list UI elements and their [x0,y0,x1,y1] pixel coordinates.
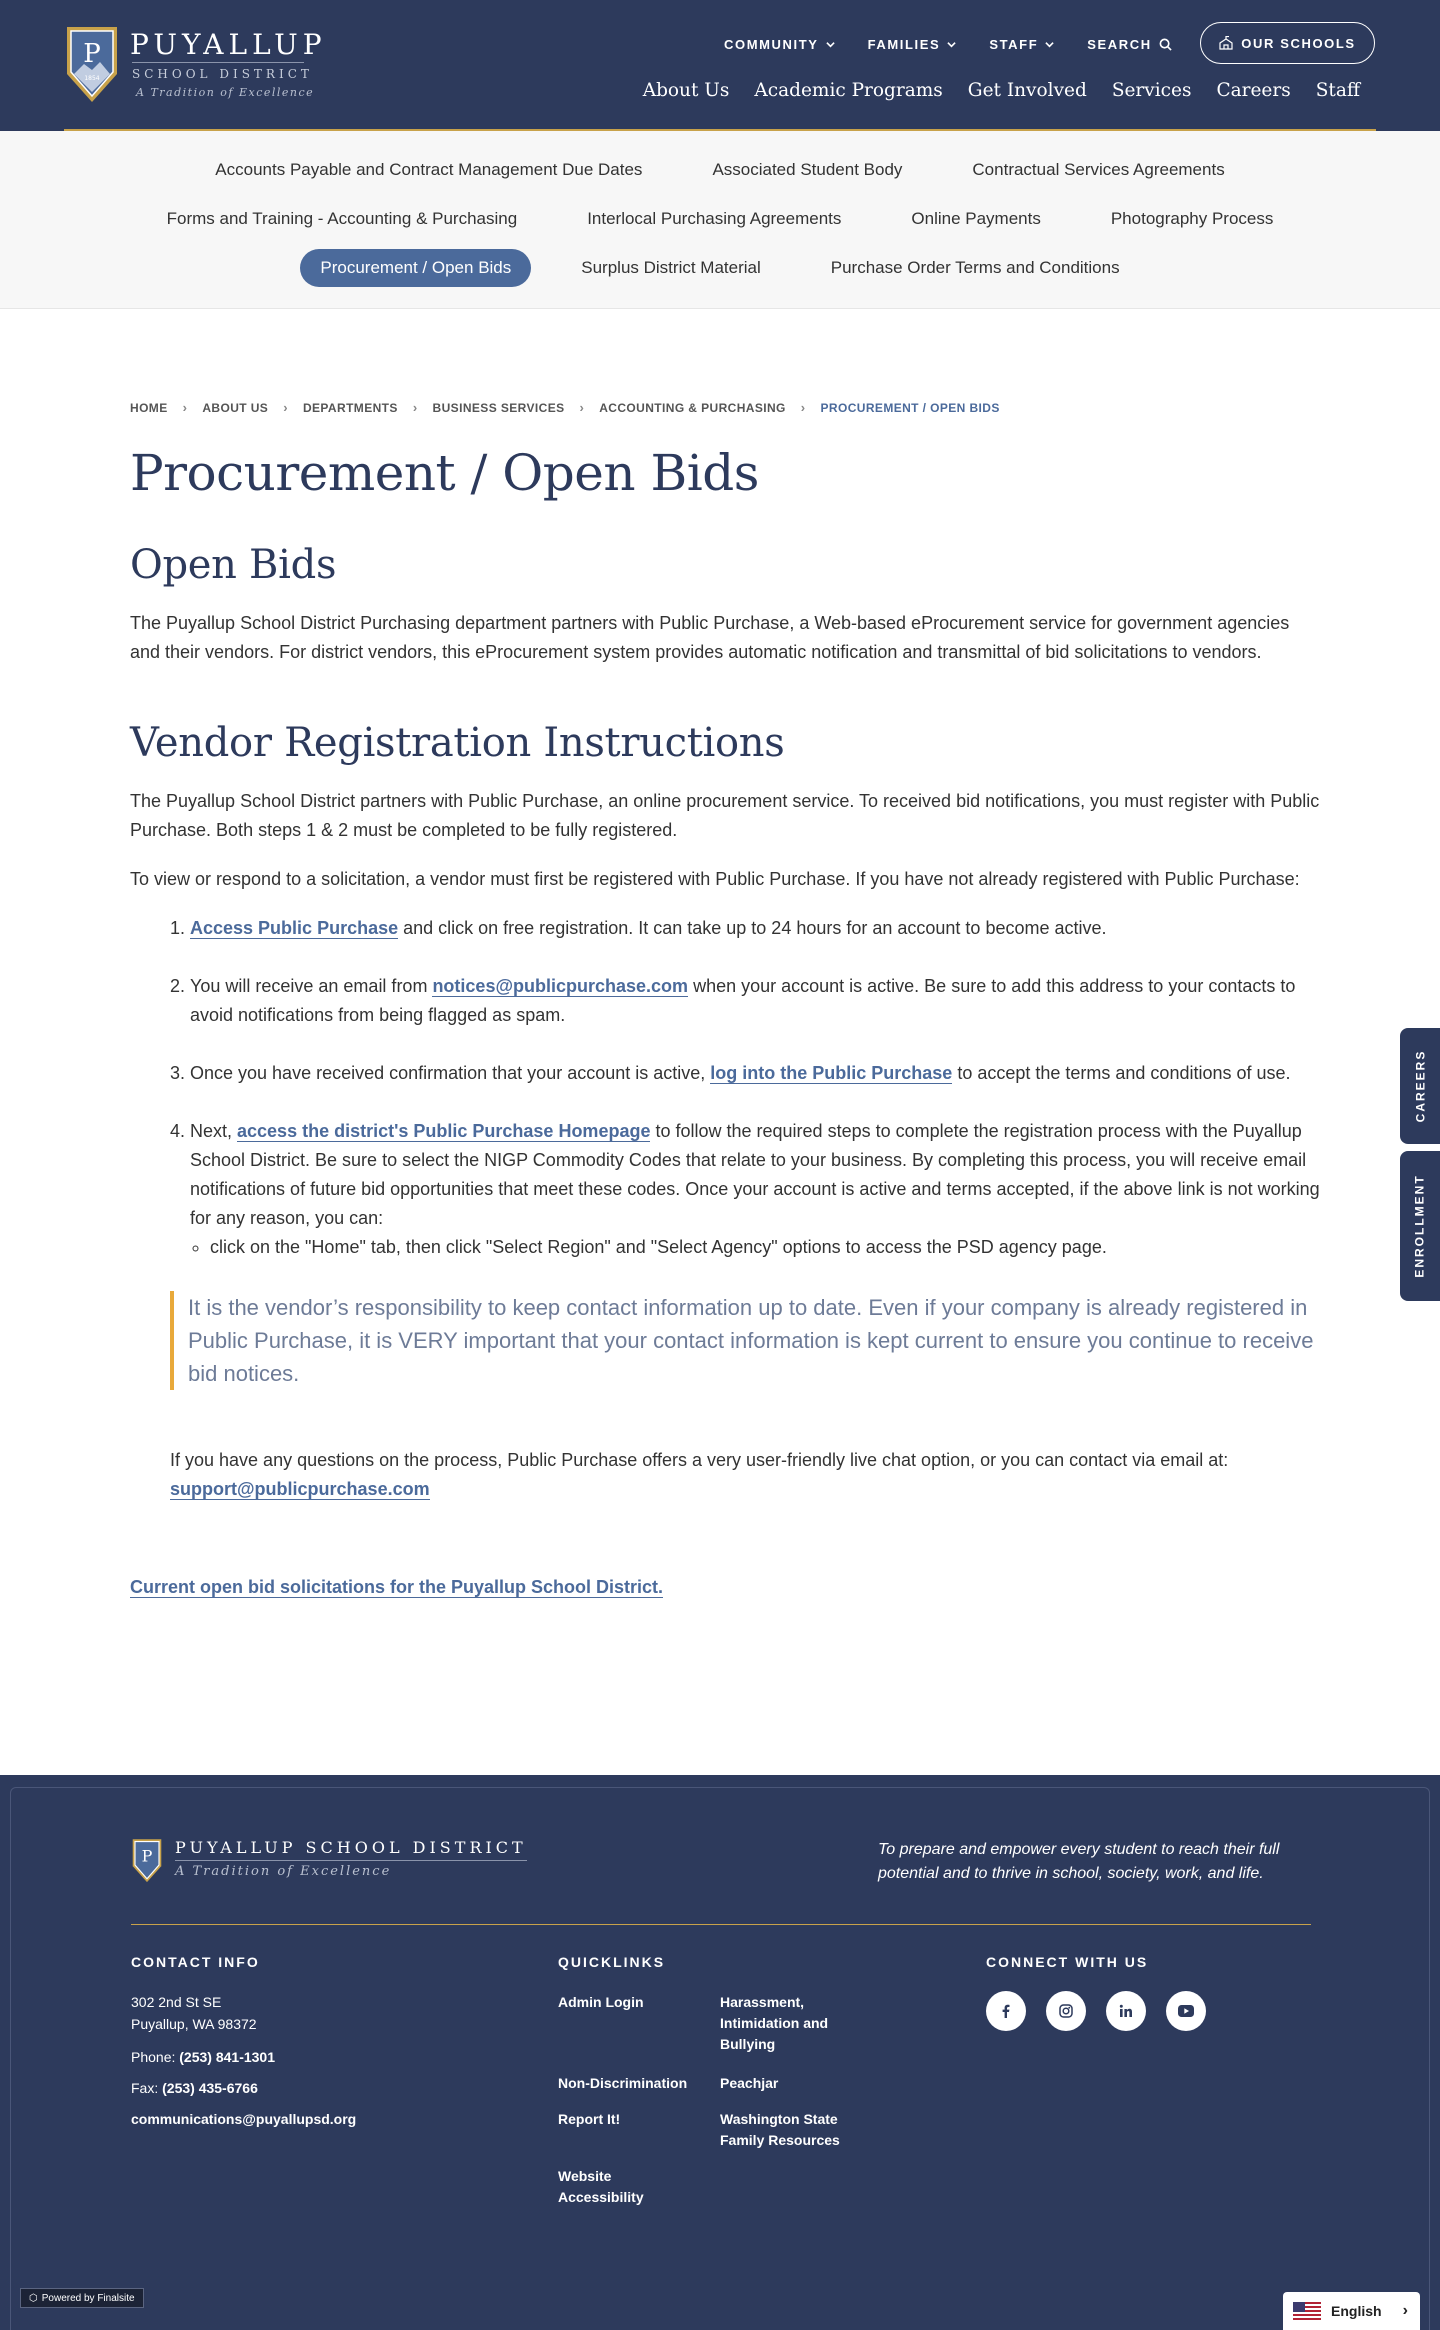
notices-email-link[interactable]: notices@publicpurchase.com [432,975,689,996]
breadcrumb-about-us[interactable]: ABOUT US [202,400,269,415]
list-item: 4. Next, access the district's Public Purchase Homepage to follow the required steps to complete the registration process with the Puyallup School District. Be sure to select the NIGP Commodity Codes that relate to your business. By completing this process, you will receive email notifications of future bid opportunities that meet these codes. Once your account is active and terms accepted, if the above link is not working for any reason, you can: ◦ click on the "Home" tab, then click "Select Region" and "Select Agency" options to access the PSD agency page. [190,1117,1320,1262]
facebook-icon[interactable] [986,1991,1026,2031]
quicklink-admin-login[interactable]: Admin Login [558,1994,644,2010]
breadcrumb-home[interactable]: HOME [130,400,168,415]
powered-by-badge[interactable]: ⬡ Powered by Finalsite [20,2288,144,2308]
subnav-photography-process[interactable]: Photography Process [1110,209,1274,228]
util-search[interactable]: SEARCH [1087,34,1172,54]
section-subnav [0,131,1440,309]
access-public-purchase-link[interactable]: Access Public Purchase [190,917,399,938]
breadcrumb-departments[interactable]: DEPARTMENTS [302,400,398,415]
quicklink-report-it[interactable]: Report It! [558,2111,621,2127]
current-open-bids-link[interactable]: Current open bid solicitations for the Puyallup School District. [130,1576,664,1597]
our-schools-button[interactable]: OUR SCHOOLS [1200,22,1375,64]
fax-line: Fax: (253) 435-6766 [131,2080,258,2096]
footer-logo[interactable] [131,1836,531,1896]
linkedin-icon[interactable] [1106,1991,1146,2031]
breadcrumb-current: PROCUREMENT / OPEN BIDS [820,400,1000,415]
subnav-row [0,200,1440,238]
connect-heading: CONNECT WITH US [986,1954,1149,1970]
crest-icon [64,24,120,106]
crest-icon [131,1836,163,1886]
substeps [210,1233,1320,1262]
subnav-forms-training[interactable]: Forms and Training - Accounting & Purchasing [166,209,518,228]
breadcrumb-business-services[interactable]: BUSINESS SERVICES [432,400,565,415]
chevron-down-icon [947,40,956,49]
site-footer [0,1775,1440,2330]
chevron-down-icon [1045,40,1054,49]
subnav-accounts-payable[interactable]: Accounts Payable and Contract Management Due Dates [215,160,643,179]
utility-nav [724,34,1205,54]
finalsite-icon: ⬡ [29,2292,38,2304]
us-flag-icon [1293,2302,1321,2320]
list-item: 3. Once you have received confirmation that your account is active, log into the Public Purchase to accept the terms and conditions of use. [190,1059,1320,1088]
footer-logo-name: PUYALLUP SCHOOL DISTRICT [175,1838,527,1861]
chevron-right-icon: › [412,400,418,415]
open-bids-link-paragraph [130,1573,1320,1602]
vendor-paragraph-2: To view or respond to a solicitation, a vendor must first be registered with Public Purchase. If you have not already registered with Public Purchase: [130,868,1300,889]
chevron-right-icon: › [579,400,585,415]
address-line-2: Puyallup, WA 98372 [131,2016,257,2032]
quicklink-peachjar[interactable]: Peachjar [720,2075,779,2091]
subnav-row [0,249,1440,287]
fax-number: (253) 435-6766 [162,2080,258,2096]
enrollment-side-tab[interactable]: ENROLLMENT [1400,1151,1440,1301]
list-item: 1. Access Public Purchase and click on free registration. It can take up to 24 hours for an account to become active. [190,914,1320,943]
logo-tagline: A Tradition of Excellence [136,86,315,99]
subnav-procurement-open-bids[interactable]: Procurement / Open Bids [300,249,531,287]
registration-steps [190,914,1320,1262]
nav-careers[interactable]: Careers [1216,80,1291,101]
nav-about-us[interactable]: About Us [642,80,730,101]
svg-text:1854: 1854 [84,75,100,82]
svg-text:P: P [83,39,101,69]
logo-name: PUYALLUP [130,28,327,61]
chevron-down-icon [826,40,835,49]
subnav-interlocal-purchasing[interactable]: Interlocal Purchasing Agreements [587,209,842,228]
instagram-icon[interactable] [1046,1991,1086,2031]
util-community[interactable]: COMMUNITY [724,34,835,54]
logo-subtitle: SCHOOL DISTRICT [132,62,304,81]
list-item: ◦ click on the "Home" tab, then click "Select Region" and "Select Agency" options to access the PSD agency page. [210,1233,1320,1262]
subnav-contractual-services[interactable]: Contractual Services Agreements [972,160,1225,179]
quicklinks-heading: QUICKLINKS [558,1954,666,1970]
quicklink-harassment[interactable]: Harassment, Intimidation and Bullying [720,1994,829,2052]
main-nav [618,80,1360,101]
nav-get-involved[interactable]: Get Involved [967,80,1087,101]
district-logo[interactable] [64,24,327,108]
phone-line: Phone: (253) 841-1301 [131,2049,276,2065]
quicklink-wa-family-resources[interactable]: Washington State Family Resources [720,2111,840,2148]
vendor-responsibility-quote: It is the vendor’s responsibility to keep contact information up to date. Even if your company is already registered in Public Purchase, it is VERY important that your contact information is kept current to ensure you continue to receive bid notices. [170,1291,1320,1390]
subnav-row [0,151,1440,189]
footer-logo-tagline: A Tradition of Excellence [175,1864,392,1879]
breadcrumb-accounting-purchasing[interactable]: ACCOUNTING & PURCHASING [599,400,786,415]
contact-email-link[interactable]: communications@puyallupsd.org [131,2111,357,2127]
chevron-right-icon: › [182,400,188,415]
svg-text:P: P [141,1846,153,1866]
nav-staff[interactable]: Staff [1315,80,1360,101]
chevron-right-icon: › [800,400,806,415]
nav-services[interactable]: Services [1111,80,1192,101]
subnav-online-payments[interactable]: Online Payments [911,209,1041,228]
footer-panel [10,1787,1430,2330]
language-selector[interactable]: English › [1283,2292,1420,2330]
login-public-purchase-link[interactable]: log into the Public Purchase [710,1062,953,1083]
util-staff[interactable]: STAFF [989,34,1054,54]
nav-academic-programs[interactable]: Academic Programs [754,80,943,101]
search-icon [1159,38,1172,51]
questions-paragraph: If you have any questions on the process, Public Purchase offers a very user-friendly live chat option, or you can contact via email at: support@publicpurchase.com [170,1449,1229,1499]
contact-heading: CONTACT INFO [131,1954,260,1970]
quicklink-website-accessibility[interactable]: Website Accessibility [558,2168,644,2205]
footer-divider [131,1924,1311,1925]
chevron-right-icon: › [283,400,288,415]
youtube-icon[interactable] [1166,1991,1206,2031]
subnav-associated-student-body[interactable]: Associated Student Body [712,160,903,179]
quicklink-non-discrimination[interactable]: Non-Discrimination [558,2075,688,2091]
phone-link[interactable]: (253) 841-1301 [179,2049,276,2065]
mission-statement: To prepare and empower every student to reach their full potential and to thrive in school, society, work, and life. [878,1841,1280,1882]
subnav-surplus-material[interactable]: Surplus District Material [581,258,761,277]
subnav-purchase-order-terms[interactable]: Purchase Order Terms and Conditions [830,258,1120,277]
list-item: 2. You will receive an email from notices@publicpurchase.com when your account is active. Be sure to add this address to your contacts to avoid notifications from being flagged as spam. [190,972,1320,1030]
breadcrumb [130,400,1320,415]
page-title: Procurement / Open Bids [130,444,759,502]
school-icon [1219,36,1233,50]
main-content [130,400,1320,1602]
address-line-1: 302 2nd St SE [131,1994,222,2010]
util-families[interactable]: FAMILIES [868,34,957,54]
open-bids-heading: Open Bids [130,541,337,588]
site-header [0,0,1440,131]
vendor-paragraph-1: The Puyallup School District partners with Public Purchase, an online procurement service. To received bid notifications, you must register with Public Purchase. Both steps 1 & 2 must be completed to be fully registered. [130,790,1320,840]
chevron-right-icon: › [1402,2302,1408,2319]
open-bids-paragraph: The Puyallup School District Purchasing department partners with Public Purchase, a Web-based eProcurement service for government agencies and their vendors. For district vendors, this eProcurement system provides automatic notification and transmittal of bid solicitations to vendors. [130,612,1290,662]
vendor-registration-heading: Vendor Registration Instructions [130,719,785,766]
careers-side-tab[interactable]: CAREERS [1400,1028,1440,1144]
support-email-link[interactable]: support@publicpurchase.com [170,1478,430,1499]
district-homepage-link[interactable]: access the district's Public Purchase Homepage [237,1120,651,1141]
